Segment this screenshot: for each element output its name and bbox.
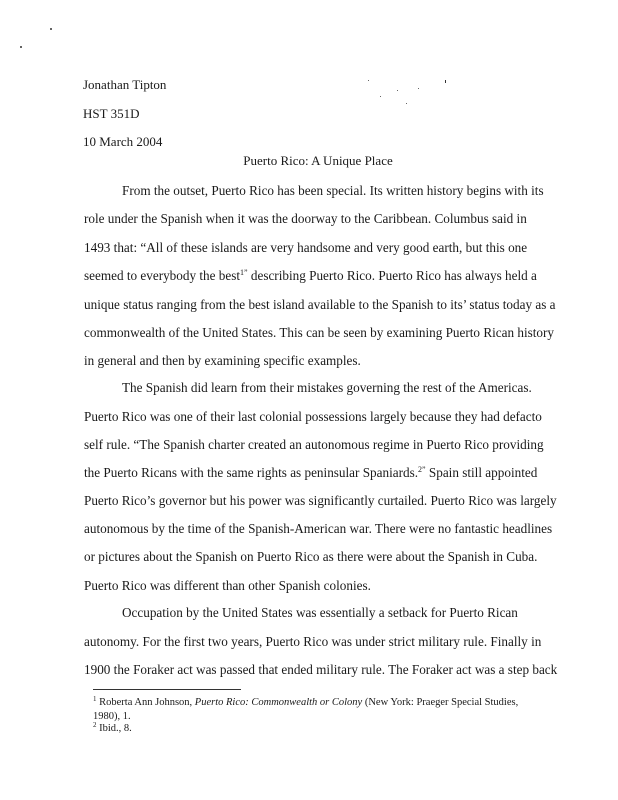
- paragraph-line: 1900 the Foraker act was passed that ended military rule. The Foraker act was a step back: [84, 662, 558, 677]
- paragraph-line: in general and then by examining specific examples.: [84, 353, 361, 368]
- paragraph-line: [84, 268, 537, 284]
- paragraph-line: Puerto Rico was different than other Spanish colonies.: [84, 578, 371, 593]
- line-text: the Puerto Ricans with the same rights as peninsular Spaniards.: [84, 465, 419, 480]
- scan-speck: [445, 80, 446, 83]
- scan-speck: [418, 88, 419, 89]
- footnote-1-continued: 1980), 1.: [93, 711, 131, 722]
- footnote-separator: [93, 689, 241, 690]
- footnote-publisher: (New York: Praeger Special Studies,: [362, 697, 519, 708]
- paragraph-line: 1493 that: “All of these islands are very handsome and very good earth, but this one: [84, 240, 528, 255]
- paragraph-line: role under the Spanish when it was the doorway to the Caribbean. Columbus said in: [84, 211, 527, 226]
- paragraph-line: The Spanish did learn from their mistakes governing the rest of the Americas.: [122, 380, 532, 395]
- footnote-2: [93, 722, 132, 735]
- page-title: Puerto Rico: A Unique Place: [243, 153, 393, 168]
- paragraph-line: commonwealth of the United States. This can be seen by examining Puerto Rican history: [84, 325, 555, 340]
- footnote-author: Roberta Ann Johnson,: [96, 697, 195, 708]
- scan-speck: [50, 28, 52, 30]
- footnote-ref: 2”: [418, 465, 426, 474]
- document-date: 10 March 2004: [83, 134, 163, 149]
- line-text: describing Puerto Rico. Puerto Rico has always held a: [247, 268, 537, 283]
- paragraph-line: autonomous by the time of the Spanish-American war. There were no fantastic headlines: [84, 521, 553, 536]
- scan-speck: [368, 80, 369, 81]
- footnote-number: 2: [93, 721, 97, 729]
- paragraph-line: Puerto Rico’s governor but his power was significantly curtailed. Puerto Rico was largely: [84, 493, 557, 508]
- line-text: Spain still appointed: [425, 465, 538, 480]
- paragraph-line: Occupation by the United States was essentially a setback for Puerto Rican: [122, 605, 518, 620]
- line-text: seemed to everybody the best: [84, 268, 241, 283]
- paragraph-line: self rule. “The Spanish charter created an autonomous regime in Puerto Rico providing: [84, 437, 544, 452]
- paragraph-line: or pictures about the Spanish on Puerto Rico as there were about the Spanish in Cuba.: [84, 549, 538, 564]
- footnote-book-title: Puerto Rico: Commonwealth or Colony: [194, 697, 363, 708]
- paragraph-line: From the outset, Puerto Rico has been special. Its written history begins with its: [122, 183, 544, 198]
- scan-speck: [406, 103, 407, 104]
- footnote-1: [93, 696, 518, 709]
- scan-speck: [380, 96, 381, 97]
- scan-speck: [397, 90, 398, 91]
- footnote-text: Ibid., 8.: [96, 723, 132, 734]
- paragraph-line: Puerto Rico was one of their last colonial possessions largely because they had defacto: [84, 409, 542, 424]
- paragraph-line: [84, 465, 537, 481]
- course-code: HST 351D: [83, 106, 140, 121]
- paragraph-line: autonomy. For the first two years, Puerto Rico was under strict military rule. Finally in: [84, 634, 542, 649]
- author-name: Jonathan Tipton: [83, 77, 167, 92]
- footnote-ref: 1”: [240, 268, 248, 277]
- paragraph-line: unique status ranging from the best island available to the Spanish to its’ status today as a: [84, 297, 556, 312]
- footnote-number: 1: [93, 695, 97, 703]
- scan-speck: [20, 46, 22, 48]
